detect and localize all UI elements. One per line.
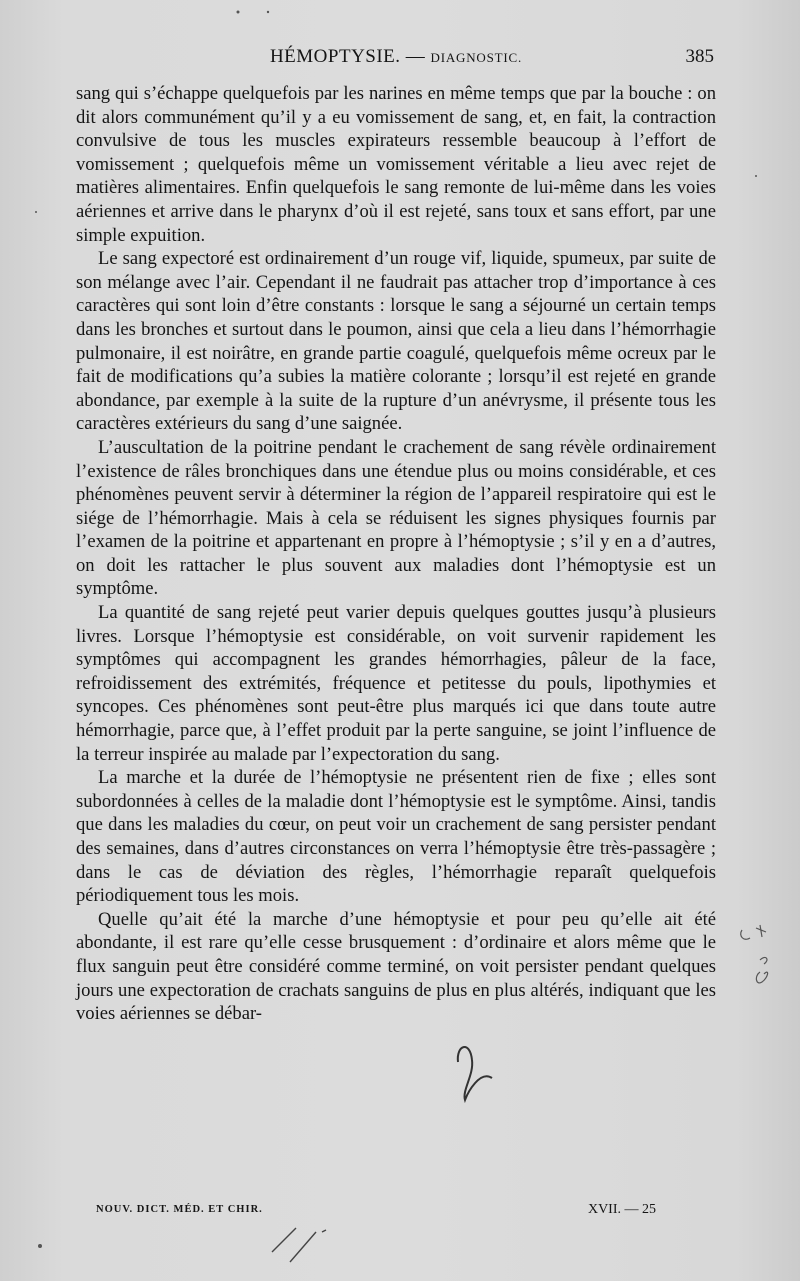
paragraph-6: Quelle qu’ait été la marche d’une hémoptysie et pour peu qu’elle ait été abondante, il est rare qu’elle cesse brusquement : d’ordinaire et alors même que le flux sanguin peut être considéré comme terminé, on voit persister pendant quelques jours une expectoration de crachats sanguins de plus en plus altérés, indiquant que les voies aériennes se débar- — [76, 908, 716, 1025]
paragraph-1: sang qui s’échappe quelquefois par les narines en même temps que par la bouche : on dit alors communément qu’il y a eu vomissement de sang, et, en fait, la contraction convulsive de tous les muscles expirateurs ressemble beaucoup à l’effort de vomissement ; quelquefois même un vomissement véritable a lieu avec rejet de matières alimentaires. Enfin quelquefois le sang remonte de lui-même dans les voies aériennes et arrive dans le pharynx d’où il est rejeté, sans toux et sans effort, par une simple expuition. — [76, 83, 716, 246]
paragraph-5: La marche et la durée de l’hémoptysie ne présentent rien de fixe ; elles sont subordonnées à celles de la maladie dont l’hémoptysie est le symptôme. Ainsi, tandis que dans les maladies du cœur, on peut voir un crachement de sang persister pendant des semaines, dans d’autres circonstances on verra l’hémoptysie être très-passagère ; dans le cas de déviation des règles, l’hémorrhagie reparaît quelquefois périodiquement tous les mois. — [76, 767, 716, 907]
body-text — [76, 82, 716, 1026]
page-number: 385 — [685, 46, 714, 67]
footer-sheet-number: XVII. — 25 — [587, 1202, 656, 1217]
running-title-section: DIAGNOSTIC. — [430, 50, 523, 65]
stray-mark-icon — [272, 1228, 326, 1262]
paragraph-2: Le sang expectoré est ordinairement d’un rouge vif, liquide, spumeux, par suite de son mélange avec l’air. Cependant il ne faudrait pas attacher trop d’importance à ces caractères qui sont loin d’être constants : lorsque le sang a séjourné un certain temps dans les bronches et surtout dans le poumon, ainsi que cela a lieu dans l’hémorrhagie pulmonaire, il est noirâtre, en grande partie coagulé, quelquefois même ocreux par le fait de modifications qu’a subies la matière colorante ; lorsqu’il est rejeté en grande abondance, par exemple à la suite de la rupture d’un anévrysme, il présente tous les caractères extérieurs du sang d’une saignée. — [76, 248, 716, 435]
margin-note-icon — [741, 925, 768, 983]
running-title-main: HÉMOPTYSIE. — — [269, 46, 431, 67]
running-head — [76, 46, 716, 72]
page-footer — [96, 1202, 656, 1222]
footer-signature: NOUV. DICT. MÉD. ET CHIR. — [96, 1204, 263, 1215]
paragraph-3: L’auscultation de la poitrine pendant le crachement de sang révèle ordinairement l’existence de râles bronchiques dans une étendue plus ou moins considérable, et ces phénomènes peuvent servir à déterminer la région de l’appareil respiratoire qui est le siége de l’hémorrhagie. Mais à cela se réduisent les signes physiques fournis par l’examen de la poitrine et appartenant en propre à l’hémoptysie ; s’il y en a d’autres, on doit les rattacher le plus souvent aux maladies dont l’hémoptysie est un symptôme. — [76, 436, 716, 600]
ink-scribble-icon — [458, 1047, 492, 1100]
running-title — [76, 46, 716, 68]
paragraph-4: La quantité de sang rejeté peut varier depuis quelques gouttes jusqu’à plusieurs livres. Lorsque l’hémoptysie est considérable, on voit survenir rapidement les symptômes qui accompagnent les grandes hémorrhagies, pâleur de la face, refroidissement des extrémités, fréquence et petitesse du pouls, lipothymies et syncopes. Ces phénomènes sont peut-être plus marqués ici que dans toute autre hémorrhagie, parce que, à l’effet produit par la perte sanguine, se joint l’influence de la terreur inspirée au malade par l’expectoration du sang. — [76, 602, 716, 765]
